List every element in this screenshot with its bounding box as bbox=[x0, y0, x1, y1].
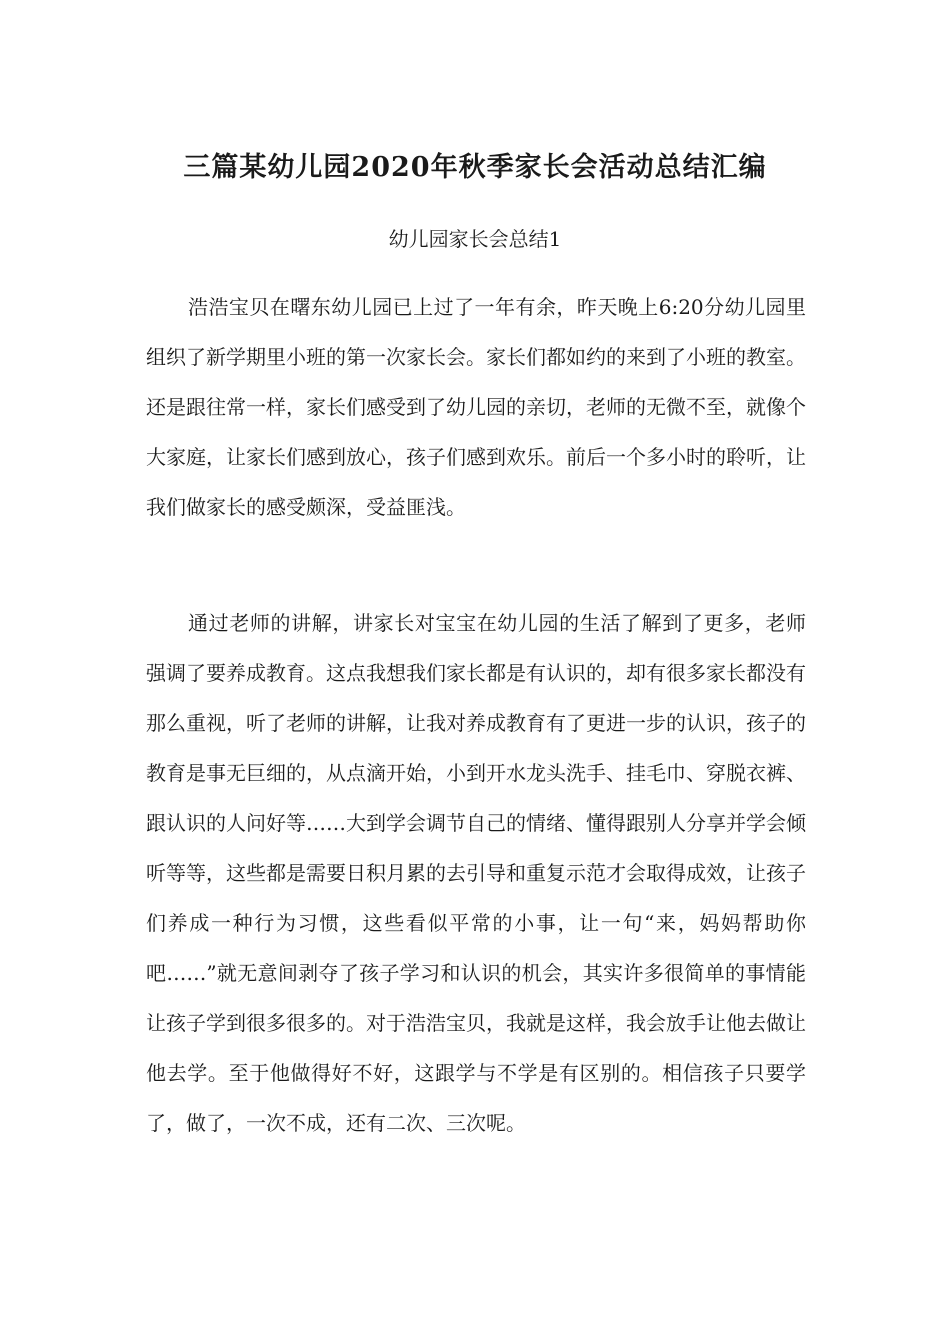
section-heading: 幼儿园家长会总结1 bbox=[388, 227, 562, 251]
body-paragraph-2: 通过老师的讲解，讲家长对宝宝在幼儿园的生活了解到了更多，老师强调了要养成教育。这点我想我们家长都是有认识的，却有很多家长都没有那么重视，听了老师的讲解，让我对养成教育有了更进一步的认识，孩子的教育是事无巨细的，从点滴开始，小到开水龙头洗手、挂毛巾、穿脱衣裤、跟认识的人问好等……大到学会调节自己的情绪、懂得跟别人分享并学会倾听等等，这些都是需要日积月累的去引导和重复示范才会取得成效，让孩子们养成一种行为习惯，这些看似平常的小事，让一句“来，妈妈帮助你吧……”就无意间剥夺了孩子学习和认识的机会，其实许多很简单的事情能让孩子学到很多很多的。对于浩浩宝贝，我就是这样，我会放手让他去做让他去学。至于他做得好不好，这跟学与不学是有区别的。相信孩子只要学了，做了，一次不成，还有二次、三次呢。 bbox=[146, 611, 806, 1135]
body-paragraph-1: 浩浩宝贝在曙东幼儿园已上过了一年有余，昨天晚上6:20分幼儿园里组织了新学期里小班的第一次家长会。家长们都如约的来到了小班的教室。还是跟往常一样，家长们感受到了幼儿园的亲切，老师的无微不至，就像个大家庭，让家长们感到放心，孩子们感到欢乐。前后一个多小时的聆听，让我们做家长的感受颇深，受益匪浅。 bbox=[146, 295, 806, 519]
document-title: 三篇某幼儿园2020年秋季家长会活动总结汇编 bbox=[183, 152, 767, 183]
